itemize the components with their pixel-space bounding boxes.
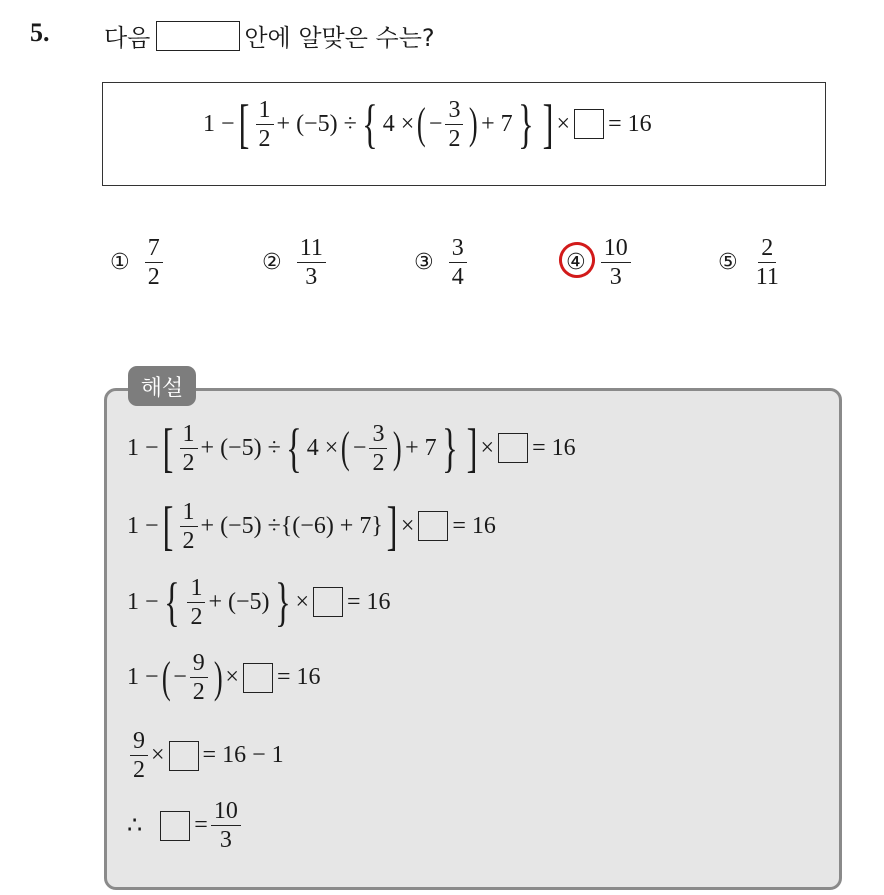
eq-term: 4 × — [382, 110, 415, 137]
choice-1[interactable]: ① $\frac{7}{2}$ — [110, 236, 166, 289]
eq-times: × — [556, 110, 571, 137]
solution-tag: 해설 — [128, 366, 196, 406]
blank-square — [574, 109, 604, 139]
left-paren: ( — [417, 99, 426, 148]
red-circle-mark — [555, 238, 599, 282]
solution-panel — [104, 388, 842, 890]
eq-rhs: = 16 — [608, 110, 652, 137]
right-bracket: ] — [542, 94, 553, 154]
fraction: $\frac{1}{2}$ — [256, 98, 274, 151]
left-bracket: [ — [238, 94, 249, 154]
eq-term: + 7 — [481, 110, 513, 137]
eq-start: 1 − — [203, 110, 235, 137]
solution-line-4: 1 − ( − $\frac{9}{2}$ ) × = 16 — [127, 650, 321, 705]
eq-term: + (−5) ÷ — [276, 110, 357, 137]
choice-3[interactable]: ③ $\frac{3}{4}$ — [414, 236, 470, 289]
solution-line-5: $\frac{9}{2}$ × = 16 − 1 — [127, 729, 284, 782]
choice-4[interactable]: ④ $\frac{10}{3}$ — [566, 236, 634, 289]
prompt-before: 다음 — [104, 24, 151, 52]
eq-neg: − — [428, 110, 443, 137]
solution-line-1: 1 − [ $\frac{1}{2}$ + (−5) ÷ { 4 × ( − $\frac{3}{2}$ ) + 7 } ] × = 16 — [127, 418, 576, 478]
equation — [203, 94, 652, 154]
right-brace: } — [517, 94, 534, 154]
question-number: 5. — [30, 18, 50, 47]
question-prompt — [104, 18, 435, 53]
prompt-after: 안에 알맞은 수는? — [244, 24, 435, 52]
choice-5[interactable]: ⑤ $\frac{2}{11}$ — [718, 235, 779, 290]
solution-line-6: ∴ = $\frac{10}{3}$ — [127, 799, 244, 852]
answer-blank — [156, 21, 240, 51]
solution-line-2: 1 − [ $\frac{1}{2}$ + (−5) ÷ {(−6) + 7} ] × = 16 — [127, 496, 496, 556]
left-brace: { — [361, 94, 378, 154]
choice-2[interactable]: ② $\frac{11}{3}$ — [262, 236, 329, 289]
right-paren: ) — [469, 99, 479, 148]
solution-line-3: 1 − { $\frac{1}{2}$ + (−5) } × = 16 — [127, 572, 391, 632]
equation-box — [102, 82, 826, 186]
fraction: $\frac{3}{2}$ — [445, 98, 463, 151]
